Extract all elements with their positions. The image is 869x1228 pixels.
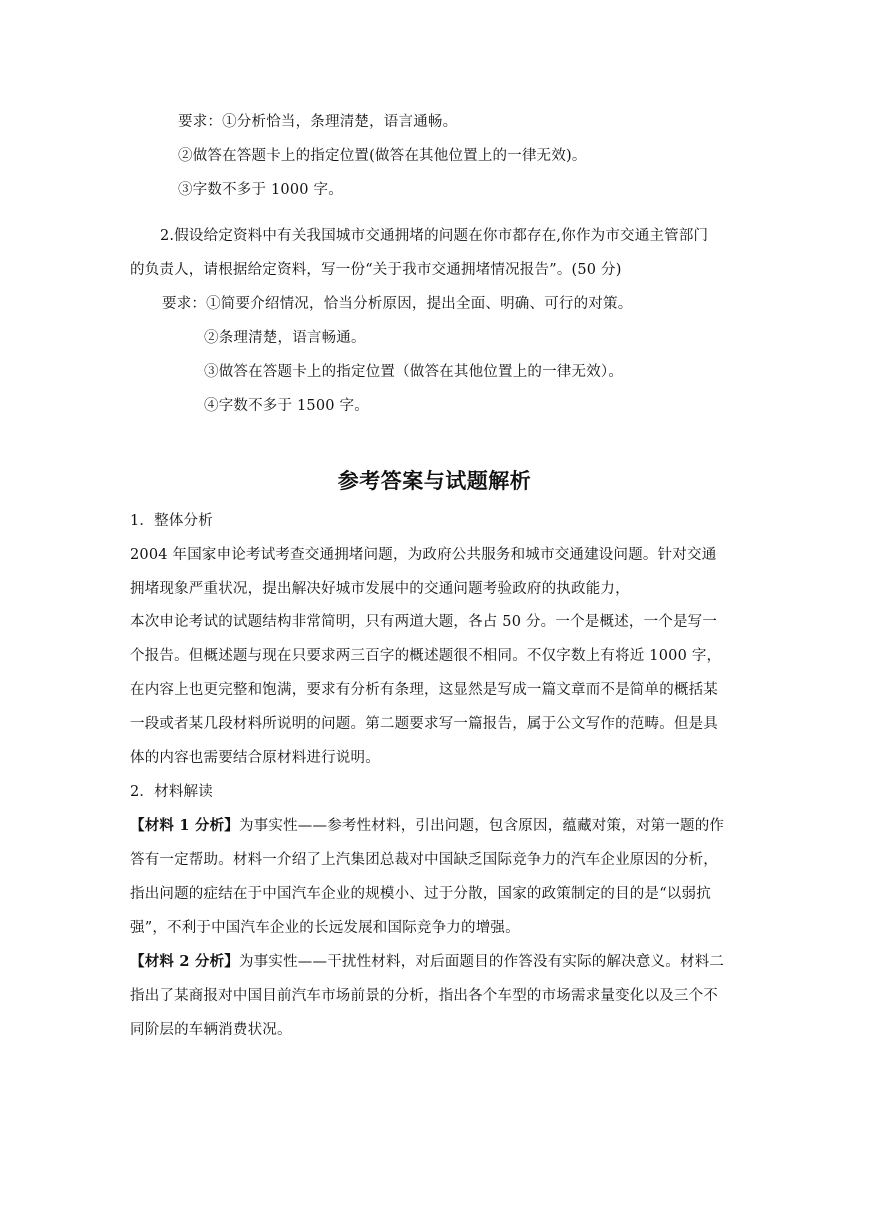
q2-requirement-3: ③做答在答题卡上的指定位置（做答在其他位置上的一律无效）。: [204, 364, 624, 380]
section-1-line-3: 本次申论考试的试题结构非常简明，只有两道大题，各占 50 分。一个是概述，一个是写一: [130, 614, 718, 630]
material-1-first-line: [130, 816, 724, 836]
section-2-heading: 2．材料解读: [130, 784, 213, 800]
q2-requirement-2: ②条理清楚，语言畅通。: [204, 330, 366, 346]
material-1-label: 【材料 1 分析】: [130, 817, 239, 834]
q2-line-1: 2.假设给定资料中有关我国城市交通拥堵的问题在你市都存在,你作为市交通主管部门: [160, 228, 709, 244]
section-1-line-1: 2004 年国家申论考试考查交通拥堵问题，为政府公共服务和城市交通建设问题。针对交通: [130, 547, 717, 563]
material-1-text: 为事实性——参考性材料，引出问题，包含原因，蕴藏对策，对第一题的作: [239, 818, 725, 834]
q1-requirement-3: ③字数不多于 1000 字。: [178, 182, 343, 198]
material-2-label: 【材料 2 分析】: [130, 953, 239, 970]
material-1-line-3: 指出问题的症结在于中国汽车企业的规模小、过于分散，国家的政策制定的目的是“以弱抗: [130, 886, 711, 902]
material-2-first-line: [130, 952, 724, 972]
material-2-text: 为事实性——干扰性材料，对后面题目的作答没有实际的解决意义。材料二: [239, 954, 725, 970]
answer-title: 参考答案与试题解析: [337, 469, 532, 493]
section-1-line-7: 体的内容也需要结合原材料进行说明。: [130, 750, 380, 766]
section-1-line-4: 个报告。但概述题与现在只要求两三百字的概述题很不相同。不仅字数上有将近 1000 字，: [130, 648, 722, 664]
material-1-line-2: 答有一定帮助。材料一介绍了上汽集团总裁对中国缺乏国际竞争力的汽车企业原因的分析，: [130, 852, 718, 868]
q1-requirement-2: ②做答在答题卡上的指定位置(做答在其他位置上的一律无效)。: [178, 148, 587, 164]
section-1-line-5: 在内容上也更完整和饱满，要求有分析有条理，这显然是写成一篇文章而不是简单的概括某: [130, 682, 718, 698]
material-1-line-4: 强”，不利于中国汽车企业的长远发展和国际竞争力的增强。: [130, 920, 520, 936]
section-1-heading: 1．整体分析: [130, 513, 213, 529]
q2-line-2: 的负责人，请根据给定资料，写一份“关于我市交通拥堵情况报告”。(50 分): [130, 262, 622, 278]
section-1-line-6: 一段或者某几段材料所说明的问题。第二题要求写一篇报告，属于公文写作的范畴。但是具: [130, 716, 718, 732]
q2-requirement-1: 要求：①简要介绍情况，恰当分析原因，提出全面、明确、可行的对策。: [162, 296, 633, 312]
q2-requirement-4: ④字数不多于 1500 字。: [204, 398, 369, 414]
material-2-line-2: 指出了某商报对中国目前汽车市场前景的分析，指出各个车型的市场需求量变化以及三个不: [130, 988, 718, 1004]
q1-requirement-1: 要求：①分析恰当，条理清楚，语言通畅。: [178, 114, 458, 130]
material-2-line-3: 同阶层的车辆消费状况。: [130, 1022, 292, 1038]
section-1-line-2: 拥堵现象严重状况，提出解决好城市发展中的交通问题考验政府的执政能力，: [130, 581, 630, 597]
